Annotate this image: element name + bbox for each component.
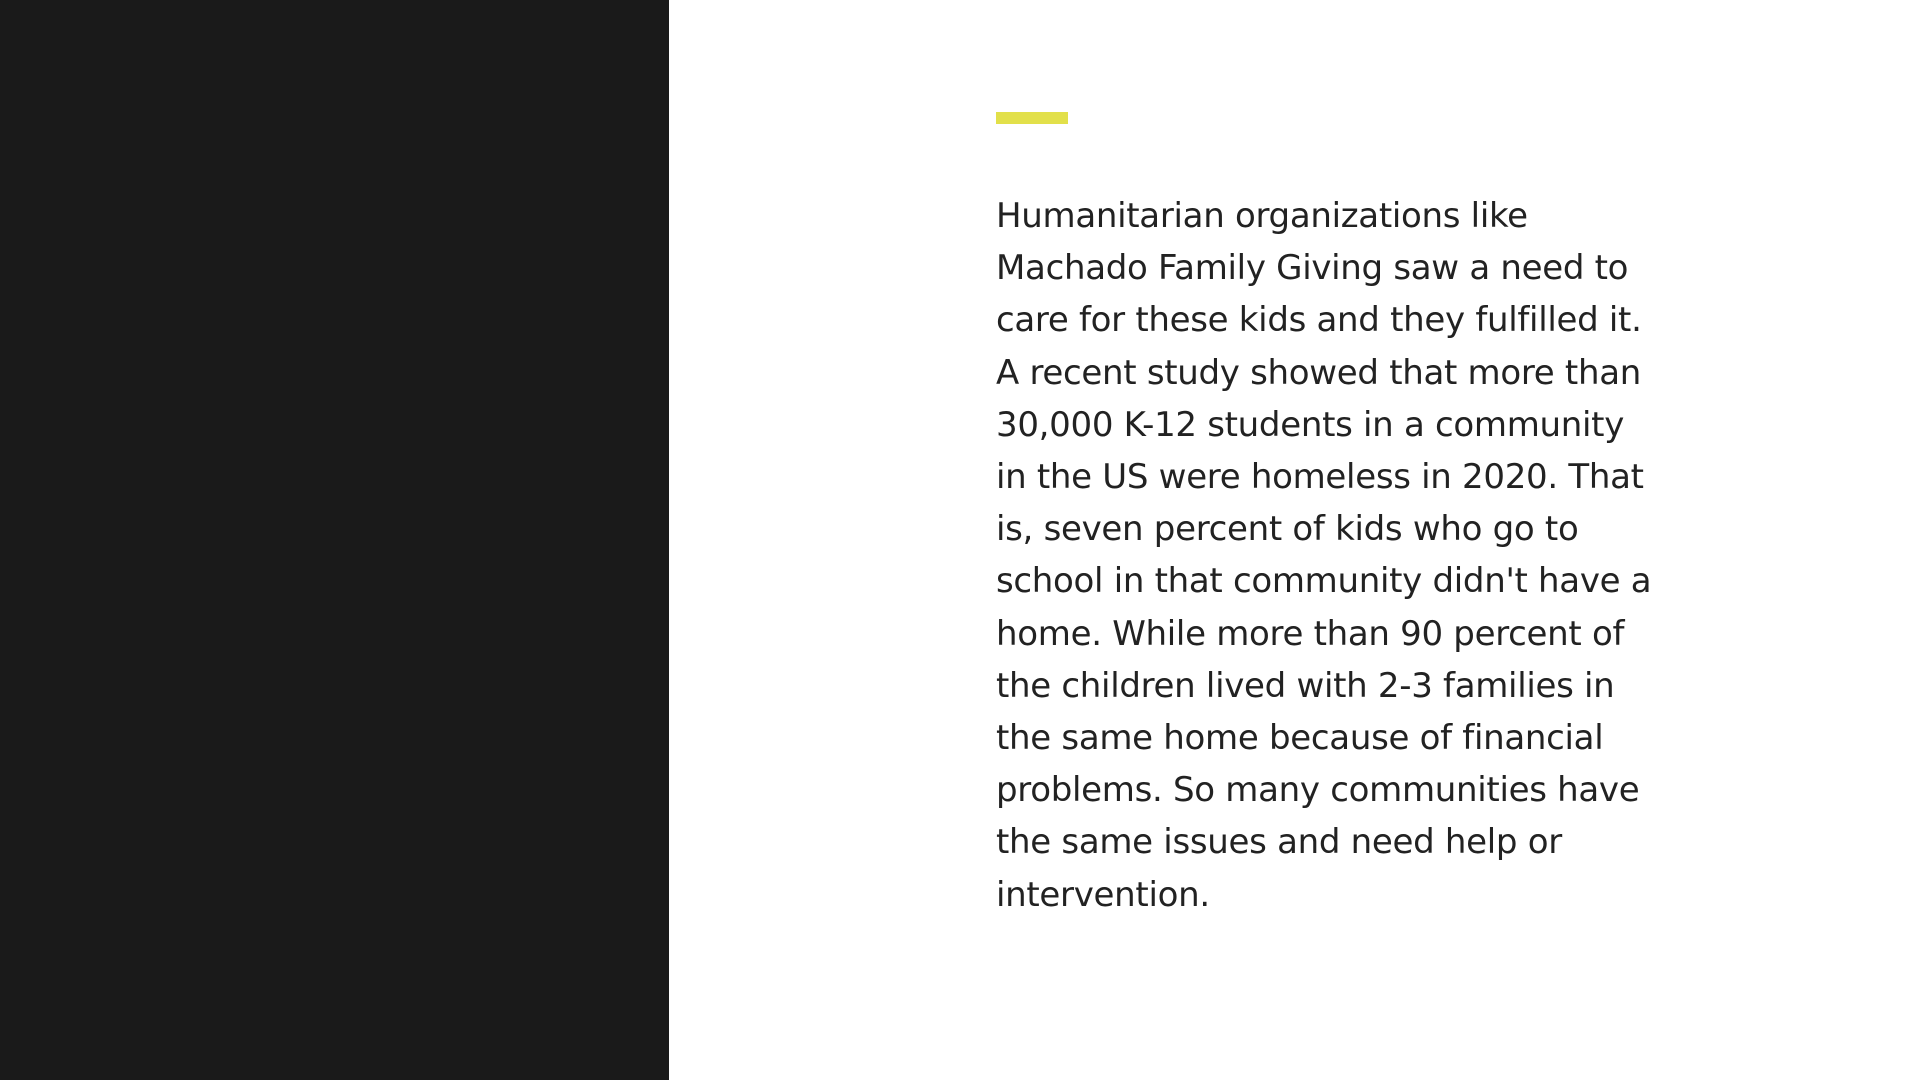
body-line: the children lived with 2-3 families in xyxy=(996,665,1615,706)
body-line: is, seven percent of kids who go to xyxy=(996,509,1579,550)
body-line: Machado Family Giving saw a need to xyxy=(996,248,1629,289)
body-line: in the US were homeless in 2020. That xyxy=(996,457,1644,498)
body-line: A recent study showed that more than xyxy=(996,352,1641,393)
body-line: 30,000 K-12 students in a community xyxy=(996,404,1625,445)
body-line: home. While more than 90 percent of xyxy=(996,613,1625,654)
dark-side-panel xyxy=(0,0,669,1080)
body-line: the same home because of financial xyxy=(996,718,1604,759)
body-line: intervention. xyxy=(996,874,1210,915)
body-line: school in that community didn't have a xyxy=(996,561,1652,602)
body-line: the same issues and need help or xyxy=(996,822,1562,863)
body-paragraph xyxy=(996,190,1696,921)
body-line: Humanitarian organizations like xyxy=(996,196,1528,236)
body-line: care for these kids and they fulfilled it. xyxy=(996,300,1642,341)
body-line: problems. So many communities have xyxy=(996,770,1640,811)
accent-bar xyxy=(996,112,1068,124)
